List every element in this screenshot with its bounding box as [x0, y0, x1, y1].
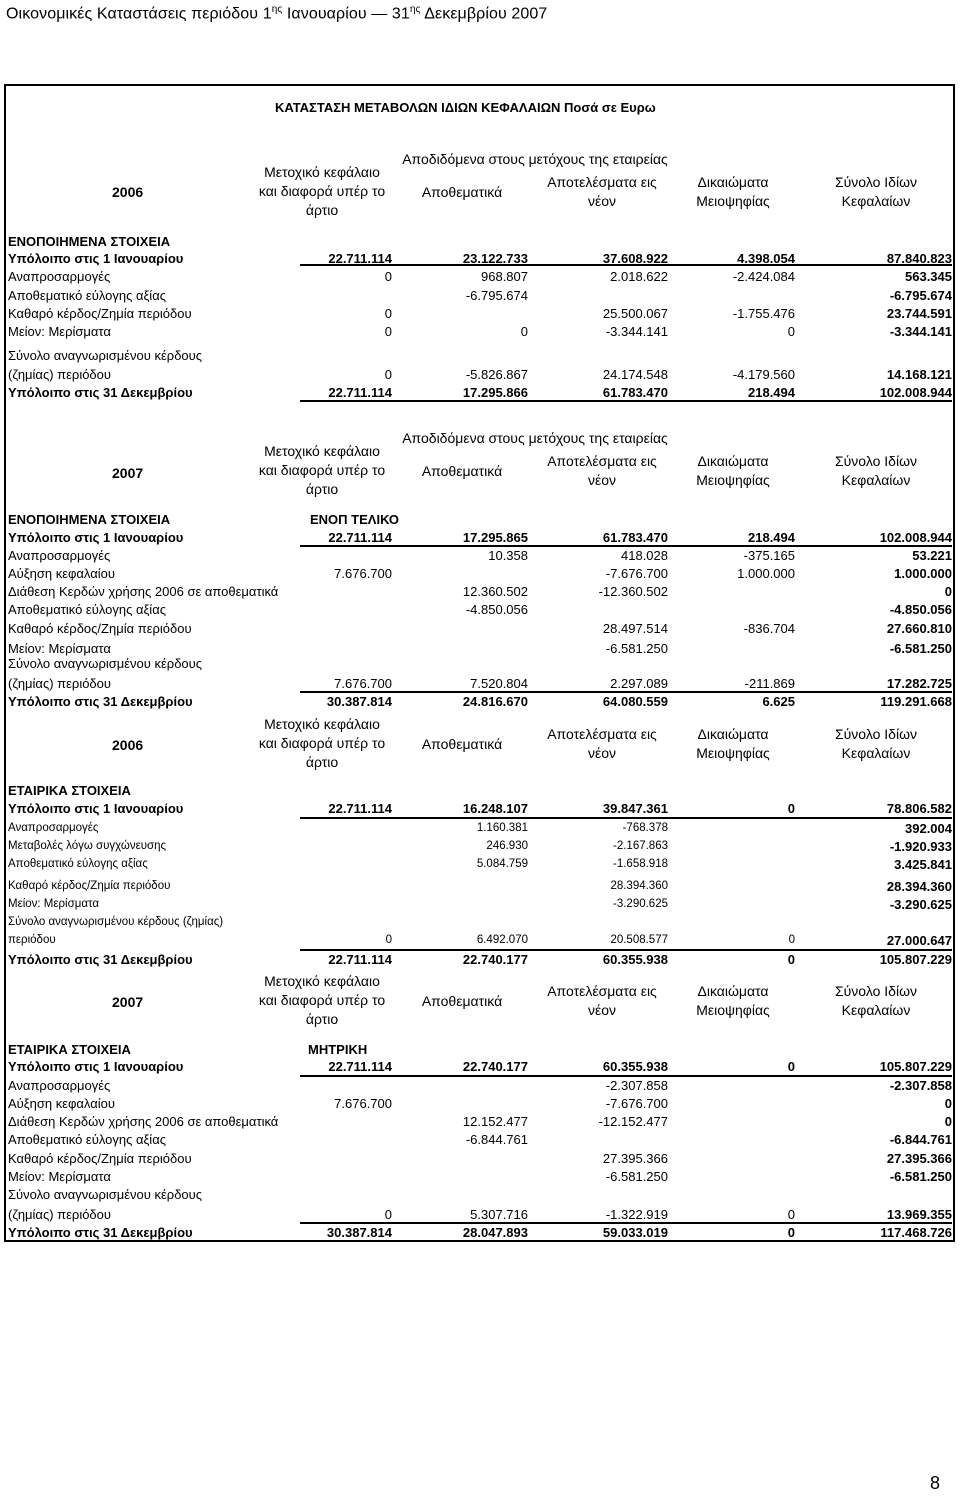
value-cell: 30.387.814 [326, 1225, 392, 1240]
value-cell: 2.018.622 [610, 269, 668, 284]
value-cell: 0 [520, 324, 528, 339]
column-header-line: Σύνολο Ιδίων [834, 983, 918, 999]
column-header-line: νέον [587, 745, 617, 761]
value-cell: -6.795.674 [889, 288, 952, 303]
value-cell: 28.497.514 [602, 621, 668, 636]
column-header-5 [806, 173, 946, 211]
row-label: Σύνολο αναγνωρισμένου κέρδους [8, 1187, 203, 1202]
column-header-line: Κεφαλαίων [841, 193, 911, 209]
value-cell: 27.395.366 [886, 1151, 952, 1166]
value-cell: 7.676.700 [334, 566, 392, 581]
value-cell: 13.969.355 [886, 1207, 952, 1222]
row-label: Αποθεματικό εύλογης αξίας [8, 602, 166, 617]
column-header-line: Δικαιώματα [697, 453, 769, 469]
value-cell: -4.850.056 [465, 602, 528, 617]
value-cell: 0 [384, 1207, 392, 1222]
value-cell: 12.360.502 [462, 584, 528, 599]
column-header-line: Αποθεματικά [421, 184, 503, 200]
row-label: (ζημίας) περιόδου [8, 1207, 112, 1222]
value-cell: 17.282.725 [886, 676, 952, 691]
value-cell: 4.398.054 [737, 251, 795, 266]
column-header-line: νέον [587, 193, 617, 209]
value-cell: 60.355.938 [602, 1059, 668, 1074]
column-header-1 [247, 442, 397, 499]
value-cell: 10.358 [488, 548, 528, 563]
value-cell: 27.000.647 [886, 933, 952, 948]
column-header-2 [407, 735, 517, 754]
row-label: Υπόλοιπο στις 1 Ιανουαρίου [8, 1059, 184, 1074]
value-cell: 64.080.559 [602, 694, 668, 709]
value-cell: -3.290.625 [613, 898, 668, 910]
column-header-line: Αποθεματικά [421, 463, 503, 479]
value-cell: -12.152.477 [598, 1114, 668, 1129]
value-cell: -6.581.250 [889, 641, 952, 656]
row-label: Σύνολο αναγνωρισμένου κέρδους [8, 348, 203, 363]
value-cell: 1.000.000 [894, 566, 952, 581]
value-cell: 105.807.229 [879, 1059, 952, 1074]
row-label: Αναπροσαρμογές [8, 822, 99, 834]
column-header-5 [806, 982, 946, 1020]
row-label: Υπόλοιπο στις 1 Ιανουαρίου [8, 251, 184, 266]
value-cell: -6.581.250 [605, 641, 668, 656]
column-header-line: Μετοχικό κεφάλαιο [264, 973, 380, 989]
value-cell: 0 [385, 934, 392, 946]
rule-line [300, 1075, 952, 1077]
column-header-line: άρτιο [305, 481, 339, 497]
value-cell: 22.740.177 [462, 952, 528, 967]
section-heading: ΕΝΟΠΟΙΗΜΕΝΑ ΣΤΟΙΧΕΙΑ [8, 234, 171, 249]
row-label: Καθαρό κέρδος/Ζημία περιόδου [8, 1151, 192, 1166]
row-label: Αναπροσαρμογές [8, 269, 111, 284]
column-header-1 [247, 163, 397, 220]
value-cell: 28.394.360 [610, 880, 668, 892]
value-cell: 6.492.070 [476, 934, 528, 946]
column-header-2 [407, 462, 517, 481]
value-cell: 5.084.759 [476, 858, 528, 870]
rule-line [300, 1222, 952, 1224]
row-label: Αποθεματικό εύλογης αξίας [8, 1132, 166, 1147]
section-sub-heading: ΕΝΟΠ ΤΕΛΙΚΟ [310, 512, 399, 527]
value-cell: 119.291.668 [880, 694, 952, 709]
value-cell: -7.676.700 [605, 1096, 668, 1111]
row-label: (ζημίας) περιόδου [8, 676, 112, 691]
row-label: Αποθεματικό εύλογης αξίας [8, 288, 166, 303]
value-cell: 27.395.366 [602, 1151, 668, 1166]
value-cell: 24.174.548 [602, 367, 668, 382]
value-cell: -1.658.918 [613, 858, 668, 870]
rule-line [300, 264, 952, 266]
row-label: περιόδου [8, 934, 56, 946]
value-cell: 0 [787, 1225, 795, 1240]
value-cell: -3.290.625 [889, 897, 952, 912]
column-header-line: Αποθεματικά [421, 736, 503, 752]
value-cell: -768.378 [622, 822, 668, 834]
value-cell: -4.850.056 [889, 602, 952, 617]
column-header-line: Κεφαλαίων [841, 1002, 911, 1018]
value-cell: 22.711.114 [328, 801, 392, 816]
value-cell: 22.711.114 [328, 1059, 392, 1074]
value-cell: 0 [787, 1207, 795, 1222]
column-header-4 [673, 452, 793, 490]
column-header-line: Δικαιώματα [697, 726, 769, 742]
section-heading: ΕΤΑΙΡΙΚΑ ΣΤΟΙΧΕΙΑ [8, 783, 131, 798]
row-label: Διάθεση Κερδών χρήσης 2006 σε αποθεματικά [8, 1114, 279, 1129]
page-number: 8 [929, 1473, 940, 1493]
column-header-5 [806, 725, 946, 763]
column-header-line: Δικαιώματα [697, 174, 769, 190]
row-label: (ζημίας) περιόδου [8, 367, 112, 382]
column-header-2 [407, 992, 517, 1011]
value-cell: 5.307.716 [470, 1207, 528, 1222]
row-label: Καθαρό κέρδος/Ζημία περιόδου [8, 880, 171, 892]
value-cell: 6.625 [762, 694, 795, 709]
column-header-line: και διαφορά υπέρ το [258, 183, 386, 199]
value-cell: -1.322.919 [605, 1207, 668, 1222]
value-cell: 0 [787, 801, 795, 816]
column-header-4 [673, 725, 793, 763]
value-cell: 7.520.804 [470, 676, 528, 691]
year-label: 2007 [112, 994, 144, 1010]
value-cell: 22.711.114 [328, 385, 392, 400]
section-heading: ΕΤΑΙΡΙΚΑ ΣΤΟΙΧΕΙΑ [8, 1042, 131, 1057]
value-cell: 12.152.477 [462, 1114, 528, 1129]
value-cell: 2.297.089 [610, 676, 668, 691]
column-header-line: άρτιο [305, 754, 339, 770]
value-cell: 37.608.922 [602, 251, 668, 266]
column-header-line: νέον [587, 472, 617, 488]
value-cell: 24.816.670 [462, 694, 528, 709]
value-cell: -375.165 [743, 548, 795, 563]
row-label: Υπόλοιπο στις 1 Ιανουαρίου [8, 801, 184, 816]
value-cell: 0 [384, 269, 392, 284]
value-cell: 7.676.700 [334, 1096, 392, 1111]
column-header-line: και διαφορά υπέρ το [258, 992, 386, 1008]
column-header-2 [407, 183, 517, 202]
year-label: 2006 [112, 184, 144, 200]
value-cell: 7.676.700 [334, 676, 392, 691]
value-cell: 61.783.470 [602, 385, 668, 400]
row-label: Μείον: Μερίσματα [8, 1169, 111, 1184]
value-cell: 0 [787, 1059, 795, 1074]
value-cell: 78.806.582 [886, 801, 952, 816]
header-text: Ιανουαρίου — 31 [282, 5, 410, 23]
value-cell: 22.740.177 [462, 1059, 528, 1074]
column-header-line: άρτιο [305, 202, 339, 218]
value-cell: 0 [384, 306, 392, 321]
column-header-3 [532, 725, 672, 763]
column-header-5 [806, 452, 946, 490]
page-header [6, 4, 547, 23]
value-cell: -1.755.476 [732, 306, 795, 321]
value-cell: 25.500.067 [602, 306, 668, 321]
value-cell: -5.826.867 [465, 367, 528, 382]
value-cell: -4.179.560 [732, 367, 795, 382]
value-cell: 418.028 [621, 548, 668, 563]
value-cell: 563.345 [905, 269, 952, 284]
value-cell: 1.000.000 [737, 566, 795, 581]
column-header-3 [532, 173, 672, 211]
value-cell: -836.704 [743, 621, 795, 636]
value-cell: 3.425.841 [894, 857, 952, 872]
column-header-line: Σύνολο Ιδίων [834, 174, 918, 190]
value-cell: -7.676.700 [605, 566, 668, 581]
value-cell: -6.581.250 [605, 1169, 668, 1184]
value-cell: -1.920.933 [889, 839, 952, 854]
attribution-header: Αποδιδόμενα στους μετόχους της εταιρείας [402, 151, 668, 167]
row-label: Υπόλοιπο στις 31 Δεκεμβρίου [8, 1225, 193, 1240]
value-cell: -3.344.141 [605, 324, 668, 339]
year-label: 2006 [112, 737, 144, 753]
value-cell: -211.869 [744, 676, 795, 691]
column-header-line: Μετοχικό κεφάλαιο [264, 164, 380, 180]
column-header-3 [532, 452, 672, 490]
column-header-line: Δικαιώματα [697, 983, 769, 999]
value-cell: -6.581.250 [889, 1169, 952, 1184]
value-cell: -2.307.858 [889, 1078, 952, 1093]
rule-line [300, 545, 952, 547]
row-label: Υπόλοιπο στις 31 Δεκεμβρίου [8, 694, 193, 709]
row-label: Καθαρό κέρδος/Ζημία περιόδου [8, 306, 192, 321]
value-cell: 218.494 [748, 530, 795, 545]
value-cell: 22.711.114 [328, 530, 392, 545]
column-header-line: Αποτελέσματα εις [547, 726, 657, 742]
value-cell: 0 [944, 1114, 952, 1129]
column-header-1 [247, 715, 397, 772]
header-text: Δεκεμβρίου 2007 [420, 5, 548, 23]
rule-line [300, 691, 952, 693]
row-label: Σύνολο αναγνωρισμένου κέρδους (ζημίας) [8, 916, 224, 928]
statement-title: ΚΑΤΑΣΤΑΣΗ ΜΕΤΑΒΟΛΩΝ ΙΔΙΩΝ ΚΕΦΑΛΑΙΩΝ Ποσά σε Ευρω [275, 100, 656, 115]
row-label: Υπόλοιπο στις 1 Ιανουαρίου [8, 530, 184, 545]
value-cell: -6.844.761 [465, 1132, 528, 1147]
row-label: Αύξηση κεφαλαίου [8, 566, 115, 581]
value-cell: -3.344.141 [889, 324, 952, 339]
header-sup: ης [409, 4, 421, 15]
column-header-line: Μετοχικό κεφάλαιο [264, 716, 380, 732]
value-cell: 39.847.361 [602, 801, 668, 816]
value-cell: 60.355.938 [602, 952, 668, 967]
column-header-1 [247, 972, 397, 1029]
value-cell: 17.295.866 [462, 385, 528, 400]
rule-line [300, 400, 952, 402]
row-label: Μείον: Μερίσματα [8, 324, 111, 339]
value-cell: 246.930 [486, 840, 528, 852]
column-header-line: Μειοψηφίας [696, 1002, 770, 1018]
attribution-header: Αποδιδόμενα στους μετόχους της εταιρείας [402, 430, 668, 446]
value-cell: 28.047.893 [462, 1225, 528, 1240]
row-label: Μεταβολές λόγω συγχώνευσης [8, 840, 167, 852]
column-header-line: άρτιο [305, 1011, 339, 1027]
column-header-line: Αποτελέσματα εις [547, 174, 657, 190]
value-cell: 53.221 [912, 548, 952, 563]
value-cell: 0 [787, 952, 795, 967]
column-header-line: Σύνολο Ιδίων [834, 453, 918, 469]
value-cell: 28.394.360 [886, 879, 952, 894]
value-cell: 0 [787, 324, 795, 339]
row-label: Σύνολο αναγνωρισμένου κέρδους [8, 656, 203, 671]
column-header-line: Μειοψηφίας [696, 745, 770, 761]
value-cell: 968.807 [481, 269, 528, 284]
value-cell: 16.248.107 [462, 801, 528, 816]
year-label: 2007 [112, 465, 144, 481]
value-cell: 392.004 [905, 821, 952, 836]
row-label: Μείον: Μερίσματα [8, 641, 111, 656]
value-cell: -6.795.674 [465, 288, 528, 303]
value-cell: 1.160.381 [476, 822, 528, 834]
value-cell: 61.783.470 [602, 530, 668, 545]
value-cell: 0 [384, 324, 392, 339]
row-label: Καθαρό κέρδος/Ζημία περιόδου [8, 621, 192, 636]
value-cell: 27.660.810 [886, 621, 952, 636]
value-cell: 0 [944, 1096, 952, 1111]
row-label: Υπόλοιπο στις 31 Δεκεμβρίου [8, 952, 193, 967]
value-cell: 17.295.865 [462, 530, 528, 545]
value-cell: 22.711.114 [328, 251, 392, 266]
header-text: Οικονομικές Καταστάσεις περιόδου 1 [6, 5, 272, 23]
column-header-line: Αποτελέσματα εις [547, 453, 657, 469]
value-cell: 20.508.577 [610, 934, 668, 946]
value-cell: -2.424.084 [732, 269, 795, 284]
value-cell: 14.168.121 [886, 367, 952, 382]
value-cell: 102.008.944 [879, 530, 952, 545]
value-cell: 30.387.814 [326, 694, 392, 709]
value-cell: -12.360.502 [598, 584, 668, 599]
value-cell: 117.468.726 [880, 1225, 952, 1240]
row-label: Αναπροσαρμογές [8, 1078, 111, 1093]
row-label: Υπόλοιπο στις 31 Δεκεμβρίου [8, 385, 193, 400]
value-cell: 59.033.019 [602, 1225, 668, 1240]
column-header-4 [673, 173, 793, 211]
column-header-line: Κεφαλαίων [841, 472, 911, 488]
value-cell: -2.167.863 [613, 840, 668, 852]
rule-line [300, 949, 952, 951]
value-cell: 23.122.733 [462, 251, 528, 266]
column-header-line: Αποθεματικά [421, 993, 503, 1009]
column-header-line: και διαφορά υπέρ το [258, 735, 386, 751]
column-header-3 [532, 982, 672, 1020]
column-header-line: Κεφαλαίων [841, 745, 911, 761]
value-cell: -2.307.858 [605, 1078, 668, 1093]
section-sub-heading: ΜΗΤΡΙΚΗ [308, 1042, 368, 1057]
rule-line [300, 817, 952, 819]
value-cell: 218.494 [748, 385, 795, 400]
value-cell: 22.711.114 [328, 952, 392, 967]
section-heading: ΕΝΟΠΟΙΗΜΕΝΑ ΣΤΟΙΧΕΙΑ [8, 512, 171, 527]
header-sup: ης [271, 4, 283, 15]
row-label: Μείον: Μερίσματα [8, 898, 100, 910]
row-label: Αύξηση κεφαλαίου [8, 1096, 115, 1111]
value-cell: 105.807.229 [879, 952, 952, 967]
column-header-line: νέον [587, 1002, 617, 1018]
column-header-line: και διαφορά υπέρ το [258, 462, 386, 478]
column-header-line: Μειοψηφίας [696, 193, 770, 209]
column-header-line: Σύνολο Ιδίων [834, 726, 918, 742]
value-cell: 0 [788, 934, 795, 946]
row-label: Αναπροσαρμογές [8, 548, 111, 563]
column-header-line: Μετοχικό κεφάλαιο [264, 443, 380, 459]
value-cell: -6.844.761 [889, 1132, 952, 1147]
column-header-4 [673, 982, 793, 1020]
row-label: Διάθεση Κερδών χρήσης 2006 σε αποθεματικά [8, 584, 279, 599]
value-cell: 87.840.823 [886, 251, 952, 266]
value-cell: 23.744.591 [886, 306, 952, 321]
value-cell: 0 [944, 584, 952, 599]
value-cell: 0 [384, 367, 392, 382]
column-header-line: Αποτελέσματα εις [547, 983, 657, 999]
value-cell: 102.008.944 [879, 385, 952, 400]
column-header-line: Μειοψηφίας [696, 472, 770, 488]
row-label: Αποθεματικό εύλογης αξίας [8, 858, 148, 870]
